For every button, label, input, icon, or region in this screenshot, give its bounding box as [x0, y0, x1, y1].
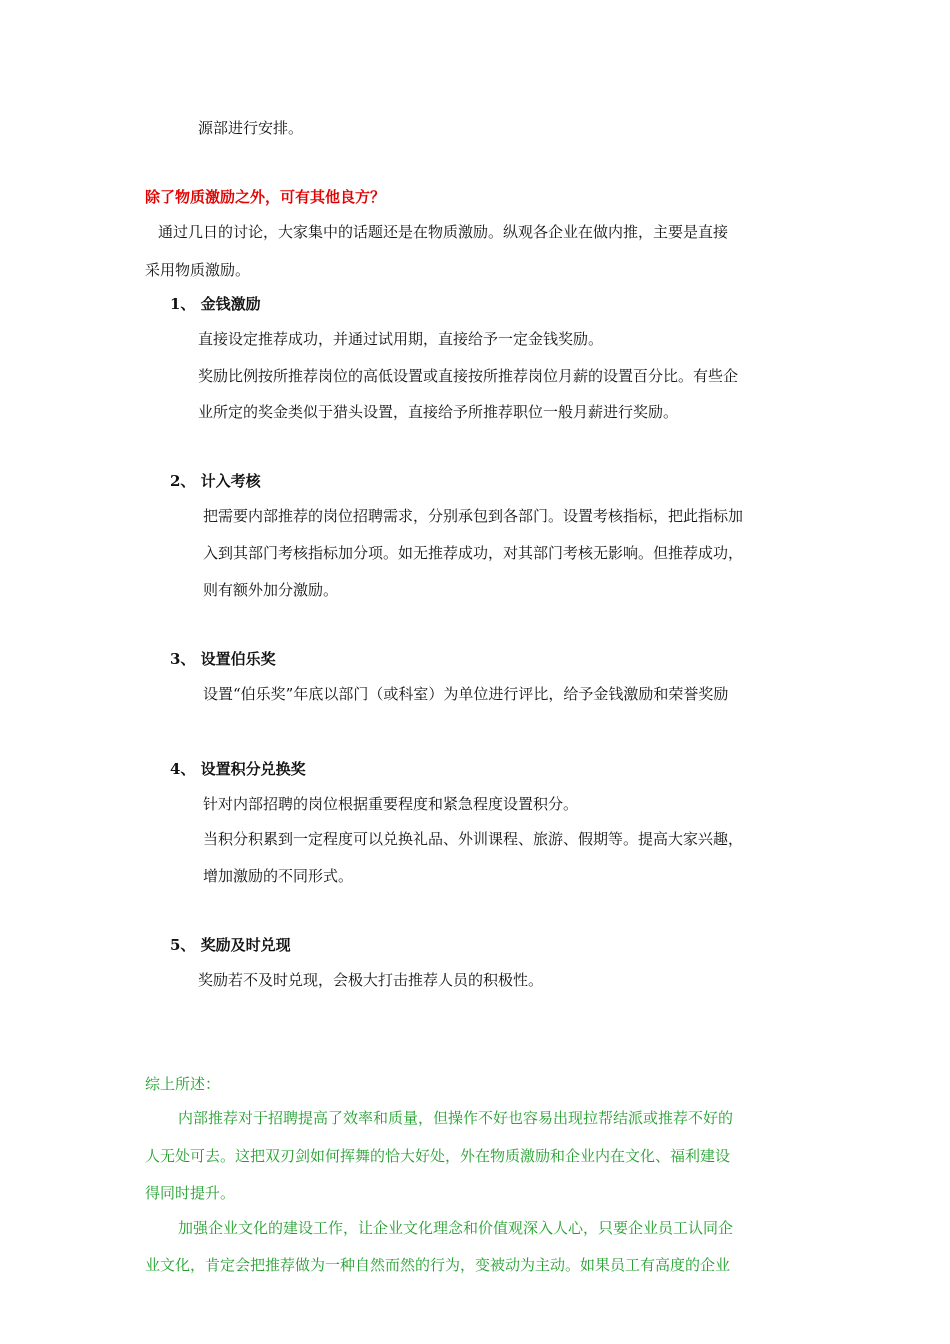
summary-title: 综上所述： — [145, 1075, 221, 1093]
section-heading-timely-reward: 5、 奖励及时兑现 — [170, 936, 291, 954]
summary-line: 加强企业文化的建设工作，让企业文化理念和价值观深入人心，只要企业员工认同企 — [178, 1219, 734, 1237]
section-body-line: 则有额外加分激励。 — [203, 581, 339, 599]
section-body-line: 业所定的奖金类似于猎头设置，直接给予所推荐职位一般月薪进行奖励。 — [198, 403, 679, 421]
intro-tail-text: 源部进行安排。 — [198, 119, 304, 137]
section-heading-assessment: 2、 计入考核 — [170, 472, 261, 490]
section-body-line: 奖励比例按所推荐岗位的高低设置或直接按所推荐岗位月薪的设置百分比。有些企 — [198, 367, 739, 385]
summary-line: 人无处可去。这把双刃剑如何挥舞的恰大好处，外在物质激励和企业内在文化、福利建设 — [145, 1147, 731, 1165]
summary-line: 业文化，肯定会把推荐做为一种自然而然的行为，变被动为主动。如果员工有高度的企业 — [145, 1256, 731, 1274]
summary-line: 内部推荐对于招聘提高了效率和质量，但操作不好也容易出现拉帮结派或推荐不好的 — [178, 1109, 734, 1127]
question-heading: 除了物质激励之外，可有其他良方？ — [145, 188, 386, 206]
section-body-line: 入到其部门考核指标加分项。如无推荐成功，对其部门考核无影响。但推荐成功， — [203, 544, 744, 562]
section-body-line: 奖励若不及时兑现，会极大打击推荐人员的积极性。 — [198, 971, 544, 989]
section-heading-money-incentive: 1、 金钱激励 — [170, 295, 261, 313]
discussion-line: 通过几日的讨论，大家集中的话题还是在物质激励。纵观各企业在做内推，主要是直接 — [158, 223, 729, 241]
section-body-line: 设置“伯乐奖”年底以部门（或科室）为单位进行评比，给予金钱激励和荣誉奖励 — [203, 685, 729, 703]
section-body-line: 增加激励的不同形式。 — [203, 867, 354, 885]
section-heading-bole-award: 3、 设置伯乐奖 — [170, 650, 276, 668]
section-body-line: 直接设定推荐成功，并通过试用期，直接给予一定金钱奖励。 — [198, 330, 604, 348]
section-body-line: 当积分积累到一定程度可以兑换礼品、外训课程、旅游、假期等。提高大家兴趣， — [203, 830, 744, 848]
summary-line: 得同时提升。 — [145, 1184, 236, 1202]
section-heading-points-exchange: 4、 设置积分兑换奖 — [170, 760, 306, 778]
section-body-line: 把需要内部推荐的岗位招聘需求，分别承包到各部门。设置考核指标，把此指标加 — [203, 507, 744, 525]
section-body-line: 针对内部招聘的岗位根据重要程度和紧急程度设置积分。 — [203, 795, 579, 813]
discussion-line: 采用物质激励。 — [145, 261, 251, 279]
